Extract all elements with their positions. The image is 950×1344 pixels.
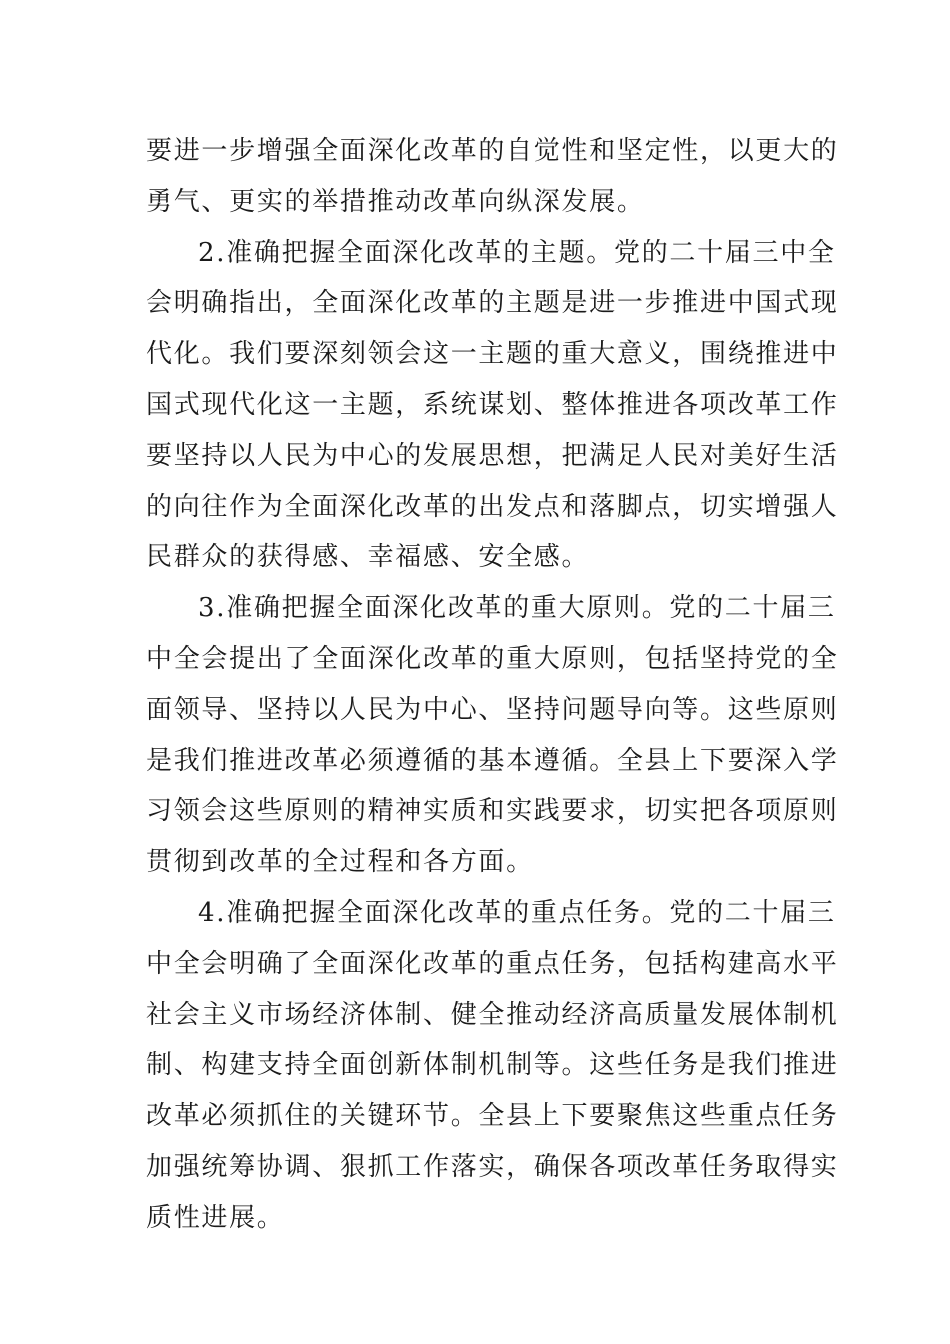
text-line: 习领会这些原则的精神实质和实践要求，切实把各项原则 bbox=[146, 796, 839, 827]
text-line: 改革必须抓住的关键环节。全县上下要聚焦这些重点任务 bbox=[146, 1101, 839, 1132]
text-line: 是我们推进改革必须遵循的基本遵循。全县上下要深入学 bbox=[146, 745, 839, 776]
text-line: 4.准确把握全面深化改革的重点任务。党的二十届三 bbox=[198, 897, 836, 928]
text-line: 代化。我们要深刻领会这一主题的重大意义，围绕推进中 bbox=[146, 339, 839, 370]
text-line: 会明确指出，全面深化改革的主题是进一步推进中国式现 bbox=[146, 288, 839, 319]
text-line: 质性进展。 bbox=[146, 1202, 285, 1233]
text-line: 制、构建支持全面创新体制机制等。这些任务是我们推进 bbox=[146, 1050, 839, 1081]
text-line: 社会主义市场经济体制、健全推动经济高质量发展体制机 bbox=[146, 999, 839, 1030]
text-line: 要进一步增强全面深化改革的自觉性和坚定性，以更大的 bbox=[146, 136, 839, 166]
text-line: 中全会明确了全面深化改革的重点任务，包括构建高水平 bbox=[146, 948, 839, 979]
text-line: 要坚持以人民为中心的发展思想，把满足人民对美好生活 bbox=[146, 440, 839, 471]
text-line: 的向往作为全面深化改革的出发点和落脚点，切实增强人 bbox=[146, 491, 839, 522]
paragraph-2-theme bbox=[146, 228, 839, 584]
text-line: 面领导、坚持以人民为中心、坚持问题导向等。这些原则 bbox=[146, 694, 839, 725]
text-line: 2.准确把握全面深化改革的主题。党的二十届三中全 bbox=[198, 237, 836, 268]
text-line: 勇气、更实的举措推动改革向纵深发展。 bbox=[146, 186, 645, 217]
text-line: 民群众的获得感、幸福感、安全感。 bbox=[146, 542, 590, 573]
text-line: 中全会提出了全面深化改革的重大原则，包括坚持党的全 bbox=[146, 643, 839, 674]
text-line: 国式现代化这一主题，系统谋划、整体推进各项改革工作 bbox=[146, 389, 839, 420]
paragraph-continuation bbox=[146, 126, 839, 228]
text-line: 加强统筹协调、狠抓工作落实，确保各项改革任务取得实 bbox=[146, 1151, 839, 1182]
body-text bbox=[146, 126, 839, 1244]
paragraph-3-principles bbox=[146, 583, 839, 888]
text-line: 3.准确把握全面深化改革的重大原则。党的二十届三 bbox=[198, 593, 836, 624]
text-line: 贯彻到改革的全过程和各方面。 bbox=[146, 847, 534, 878]
paragraph-4-key-tasks bbox=[146, 888, 839, 1244]
